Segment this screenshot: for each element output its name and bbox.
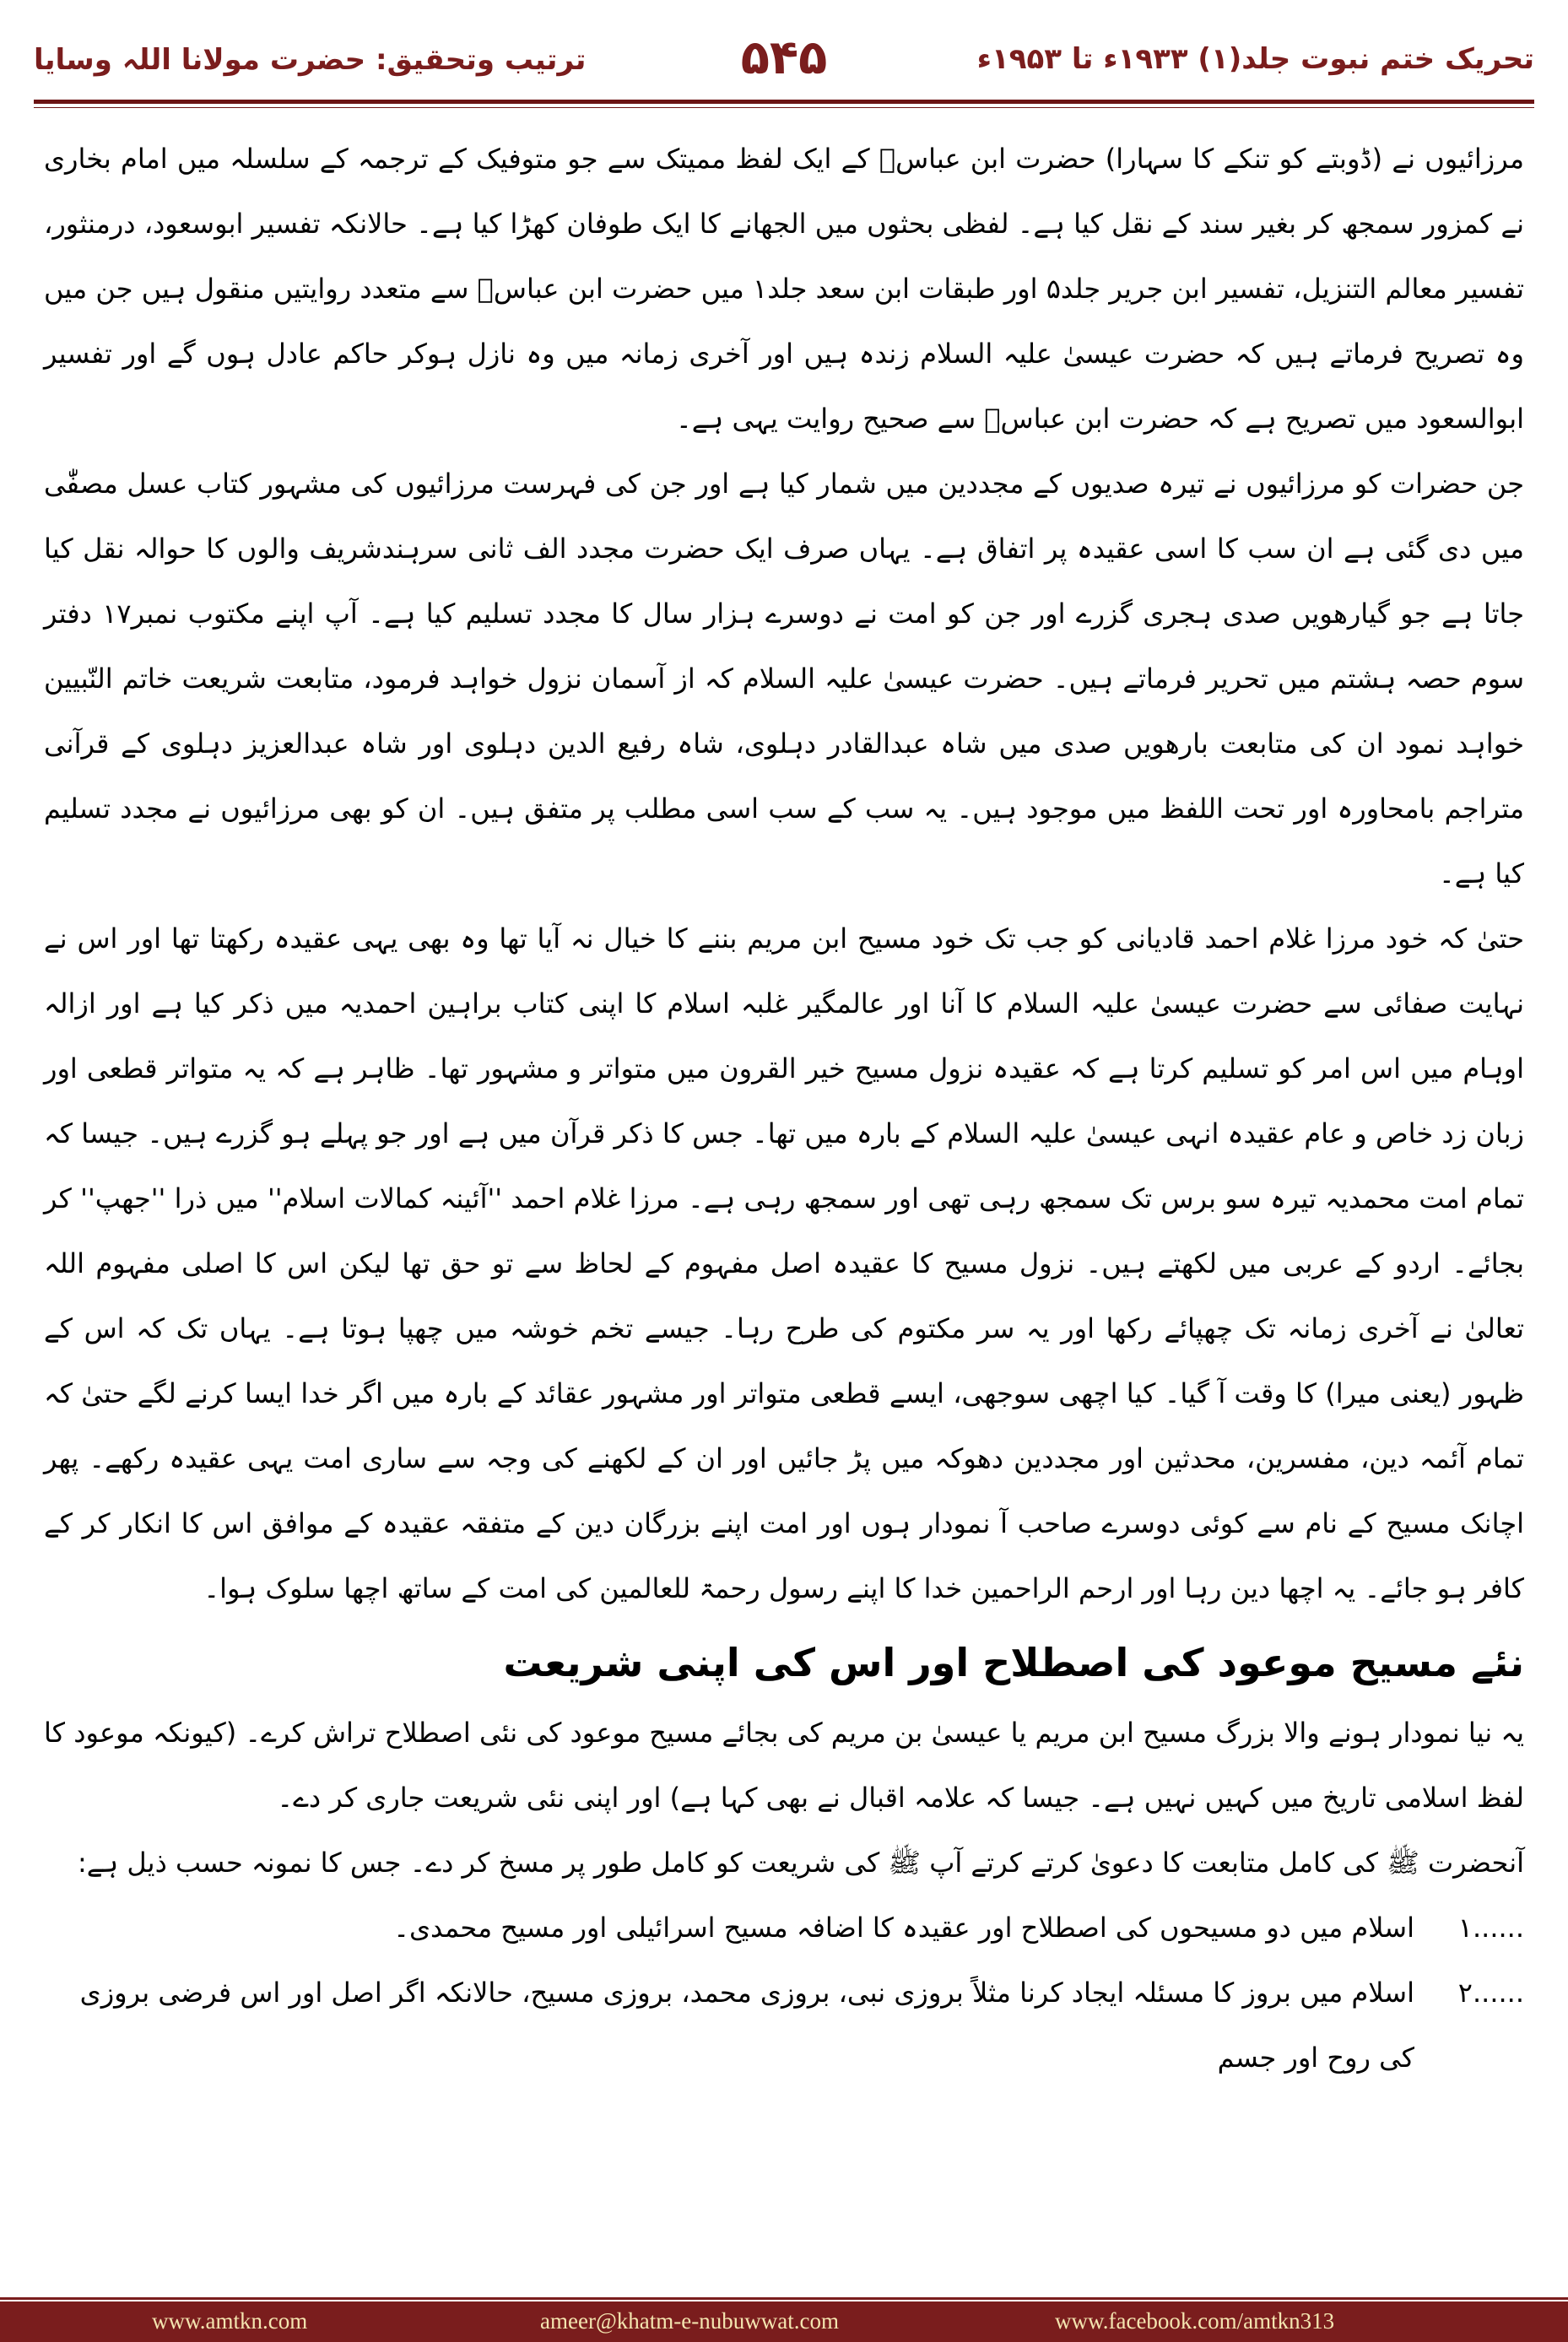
list-item-number: ۲...... bbox=[1457, 1977, 1524, 2009]
list-item-text: اسلام میں دو مسیحوں کی اصطلاح اور عقیدہ کا اضافہ مسیح اسرائیلی اور مسیح محمدی۔ bbox=[393, 1912, 1414, 1944]
page-footer bbox=[0, 2301, 1568, 2342]
compiler-credit: ترتیب وتحقیق: حضرت مولانا اللہ وسایا bbox=[34, 43, 587, 77]
book-title: تحریک ختم نبوت جلد(۱) ۱۹۳۳ء تا ۱۹۵۳ء bbox=[976, 42, 1534, 76]
page-header bbox=[34, 25, 1534, 101]
list-item-number: ۱...... bbox=[1457, 1912, 1524, 1944]
page-number: ۵۴۵ bbox=[740, 30, 828, 85]
numbered-list bbox=[44, 1896, 1524, 2090]
footer-divider bbox=[0, 2297, 1568, 2300]
header-divider bbox=[34, 100, 1534, 104]
list-item-text: اسلام میں بروز کا مسئلہ ایجاد کرنا مثلاً بروزی نبی، بروزی محمد، بروزی مسیح، حالانکہ اگر اصل اور اس فرضی بروزی کی روح اور جسم bbox=[79, 1977, 1414, 2074]
list-item bbox=[44, 1961, 1524, 2090]
paragraph-5: آنحضرت ﷺ کی کامل متابعت کا دعویٰ کرتے کرتے آپ ﷺ کی شریعت کو کامل طور پر مسخ کر دے۔ جس کا نمونہ حسب ذیل ہے: bbox=[77, 1847, 1524, 1879]
paragraph-3: حتیٰ کہ خود مرزا غلام احمد قادیانی کو جب تک خود مسیح ابن مریم بننے کا خیال نہ آیا تھا وہ بھی یہی عقیدہ رکھتا تھا اور اس نے نہایت صفائی سے حضرت عیسیٰ علیہ السلام کا آنا اور عالمگیر غلبہ اسلام کا اپنی کتاب براہین احمدیہ میں ذکر کیا ہے اور ازالہ اوہام میں اس امر کو تسلیم کرتا ہے کہ عقیدہ نزول مسیح خیر القرون میں متواتر و مشہور تھا۔ ظاہر ہے کہ یہ متواتر قطعی اور زبان زد خاص و عام عقیدہ انہی عیسیٰ علیہ السلام کے بارہ میں تھا۔ جس کا ذکر قرآن میں ہے اور جو پہلے ہو گزرے ہیں۔ جیسا کہ تمام امت محمدیہ تیرہ سو برس تک سمجھ رہی تھی اور سمجھ رہی ہے۔ مرزا غلام احمد ''آئینہ کمالات اسلام'' میں ذرا ''جھپ'' کر بجائے۔ اردو کے عربی میں لکھتے ہیں۔ نزول مسیح کا عقیدہ اصل مفہوم کے لحاظ سے تو حق تھا لیکن اس کا اصلی مفہوم اللہ تعالیٰ نے آخری زمانہ تک چھپائے رکھا اور یہ سر مکتوم کی طرح رہا۔ جیسے تخم خوشہ میں چھپا ہوتا ہے۔ یہاں تک کہ اس کے ظہور (یعنی میرا) کا وقت آ گیا۔ کیا اچھی سوجھی، ایسے قطعی متواتر اور مشہور عقائد کے بارہ میں اگر خدا ایسا کرنے لگے حتیٰ کہ تمام آئمہ دین، مفسرین، محدثین اور مجددین دھوکہ میں پڑ جائیں اور ان کے لکھنے کی وجہ سے ساری امت یہی عقیدہ رکھے۔ پھر اچانک مسیح کے نام سے کوئی دوسرے صاحب آ نمودار ہوں اور امت اپنے بزرگان دین کے متفقہ عقیدہ کے موافق اس کا انکار کر کے کافر ہو جائے۔ یہ اچھا دین رہا اور ارحم الراحمین خدا کا اپنے رسول رحمۃ للعالمین کی امت کے ساتھ اچھا سلوک ہوا۔ bbox=[44, 922, 1524, 1604]
paragraph-4: یہ نیا نمودار ہونے والا بزرگ مسیح ابن مریم یا عیسیٰ بن مریم کی بجائے مسیح موعود کی نئی اصطلاح تراش کرے۔ (کیونکہ موعود کا لفظ اسلامی تاریخ میں کہیں نہیں ہے۔ جیسا کہ علامہ اقبال نے بھی کہا ہے) اور اپنی نئی شریعت جاری کر دے۔ bbox=[44, 1717, 1524, 1814]
facebook-link[interactable]: www.facebook.com/amtkn313 bbox=[1055, 2308, 1335, 2334]
paragraph-2: جن حضرات کو مرزائیوں نے تیرہ صدیوں کے مجددین میں شمار کیا ہے اور جن کی فہرست مرزائیوں کی مشہور کتاب عسل مصفّٰی میں دی گئی ہے ان سب کا اسی عقیدہ پر اتفاق ہے۔ یہاں صرف ایک حضرت مجدد الف ثانی سرہندشریف والوں کا حوالہ نقل کیا جاتا ہے جو گیارھویں صدی ہجری گزرے اور جن کو امت نے دوسرے ہزار سال کا مجدد تسلیم کیا ہے۔ آپ اپنے مکتوب نمبر۱۷ دفتر سوم حصہ ہشتم میں تحریر فرماتے ہیں۔ حضرت عیسیٰ علیہ السلام کہ از آسمان نزول خواہد فرمود، متابعت شریعت خاتم النّبیین خواہد نمود ان کی متابعت بارھویں صدی میں شاہ عبدالقادر دہلوی، شاہ رفیع الدین دہلوی اور شاہ عبدالعزیز دہلوی کے قرآنی متراجم بامحاورہ اور تحت اللفظ میں موجود ہیں۔ یہ سب کے سب اسی مطلب پر متفق ہیں۔ ان کو بھی مرزائیوں نے مجدد تسلیم کیا ہے۔ bbox=[44, 468, 1525, 890]
header-divider-thin bbox=[34, 107, 1534, 108]
section-heading: نئے مسیح موعود کی اصطلاح اور اس کی اپنی شریعت bbox=[503, 1640, 1524, 1685]
page-body bbox=[44, 127, 1524, 2253]
paragraph-1: مرزائیوں نے (ڈوبتے کو تنکے کا سہارا) حضرت ابن عباسؓ کے ایک لفظ ممیتک سے جو متوفیک کے ترجمہ کے سلسلہ میں امام بخاری نے کمزور سمجھ کر بغیر سند کے نقل کیا ہے۔ لفظی بحثوں میں الجھانے کا ایک طوفان کھڑا کیا ہے۔ حالانکہ تفسیر ابوسعود، درمنثور، تفسیر معالم التنزیل، تفسیر ابن جریر جلد۵ اور طبقات ابن سعد جلد۱ میں حضرت ابن عباسؓ سے متعدد روایتیں منقول ہیں جن میں وہ تصریح فرماتے ہیں کہ حضرت عیسیٰ علیہ السلام زندہ ہیں اور آخری زمانہ میں وہ نازل ہوکر حاکم عادل ہوں گے اور تفسیر ابوالسعود میں تصریح ہے کہ حضرت ابن عباسؓ سے صحیح روایت یہی ہے۔ bbox=[44, 143, 1525, 435]
email-link[interactable]: ameer@khatm-e-nubuwwat.com bbox=[540, 2308, 839, 2334]
website-link[interactable]: www.amtkn.com bbox=[152, 2308, 308, 2334]
list-item bbox=[44, 1896, 1524, 1961]
